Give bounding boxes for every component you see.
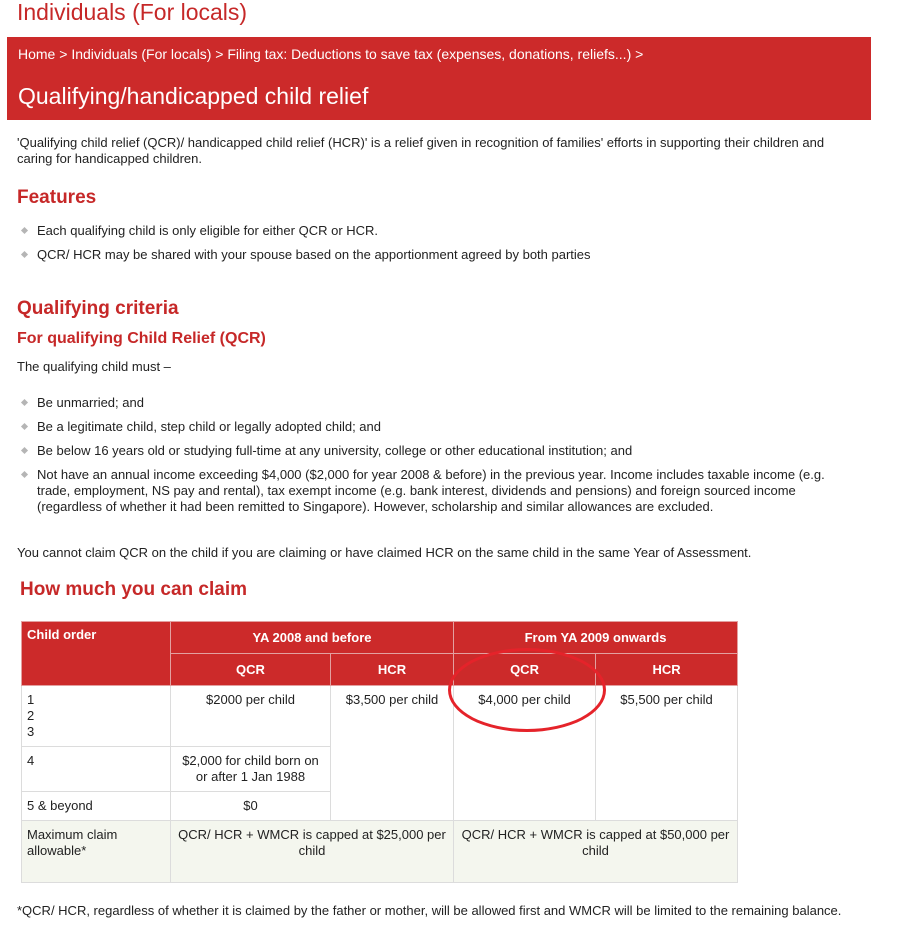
max-claim-label: Maximum claim allowable* (22, 821, 171, 883)
qcr-2008-cell: $2000 per child (171, 686, 331, 747)
breadcrumb-individuals-link[interactable]: Individuals (For locals) (71, 46, 212, 62)
section-title: Individuals (For locals) (17, 0, 248, 25)
page-banner (7, 37, 871, 120)
max-claim-2008: QCR/ HCR + WMCR is capped at $25,000 per child (171, 821, 454, 883)
features-heading: Features (17, 187, 97, 208)
intro-paragraph: 'Qualifying child relief (QCR)/ handicapped child relief (HCR)' is a relief given in recognition of families' efforts in supporting their children and caring for handicapped children. (17, 135, 825, 166)
breadcrumb-separator: > (635, 46, 644, 62)
qcr-2008-header: QCR (171, 654, 331, 686)
breadcrumb-filing-link[interactable]: Filing tax: Deductions to save tax (expenses, donations, reliefs...) (227, 46, 632, 62)
list-item: Be below 16 years old or studying full-time at any university, college or other educational institution; and (20, 443, 855, 459)
list-item: Be unmarried; and (20, 395, 855, 411)
page-title: Qualifying/handicapped child relief (18, 83, 369, 109)
hcr-2008-header: HCR (331, 654, 454, 686)
list-item: QCR/ HCR may be shared with your spouse based on the apportionment agreed by both parties (20, 247, 840, 263)
breadcrumb (18, 46, 643, 62)
hcr-2008-cell: $3,500 per child (331, 686, 454, 821)
max-claim-2009: QCR/ HCR + WMCR is capped at $50,000 per child (454, 821, 738, 883)
criteria-lead: The qualifying child must – (17, 359, 171, 374)
hcr-2009-cell: $5,500 per child (596, 686, 738, 821)
table-row (22, 821, 738, 883)
claim-table (21, 621, 738, 883)
list-item: Not have an annual income exceeding $4,000 ($2,000 for year 2008 & before) in the previous year. Income includes taxable income (e.g. trade, employment, NS pay and rental), tax exempt income (e.g. bank interest, dividends and pensions) and foreign sourced income (regardless of whether it had been remitted to Singapore). However, scholarship and similar allowances are excluded. (20, 467, 855, 515)
qcr-2009-cell: $4,000 per child (454, 686, 596, 821)
ya2008-header: YA 2008 and before (171, 622, 454, 654)
ya2009-header: From YA 2009 onwards (454, 622, 738, 654)
table-row (22, 686, 738, 747)
breadcrumb-separator: > (59, 46, 68, 62)
child-order-cell: 5 & beyond (22, 792, 171, 821)
qcr-2008-cell: $0 (171, 792, 331, 821)
qcr-2009-header: QCR (454, 654, 596, 686)
criteria-heading: Qualifying criteria (17, 298, 179, 319)
list-item: Each qualifying child is only eligible for either QCR or HCR. (20, 223, 840, 239)
qcr-2008-cell: $2,000 for child born on or after 1 Jan 1988 (171, 747, 331, 792)
hcr-note: You cannot claim QCR on the child if you are claiming or have claimed HCR on the same child in the same Year of Assessment. (17, 545, 752, 560)
child-order-header: Child order (22, 622, 171, 686)
qcr-subheading: For qualifying Child Relief (QCR) (17, 330, 266, 347)
child-order-cell: 4 (22, 747, 171, 792)
child-order-cell: 1 2 3 (22, 686, 171, 747)
criteria-list (20, 395, 855, 515)
breadcrumb-separator: > (215, 46, 224, 62)
highlight-circle (448, 648, 606, 732)
features-list (20, 223, 840, 263)
list-item: Be a legitimate child, step child or legally adopted child; and (20, 419, 855, 435)
claim-heading: How much you can claim (20, 579, 247, 600)
breadcrumb-home-link[interactable]: Home (18, 46, 56, 62)
footnote: *QCR/ HCR, regardless of whether it is claimed by the father or mother, will be allowed first and WMCR will be limited to the remaining balance. (17, 903, 842, 918)
hcr-2009-header: HCR (596, 654, 738, 686)
